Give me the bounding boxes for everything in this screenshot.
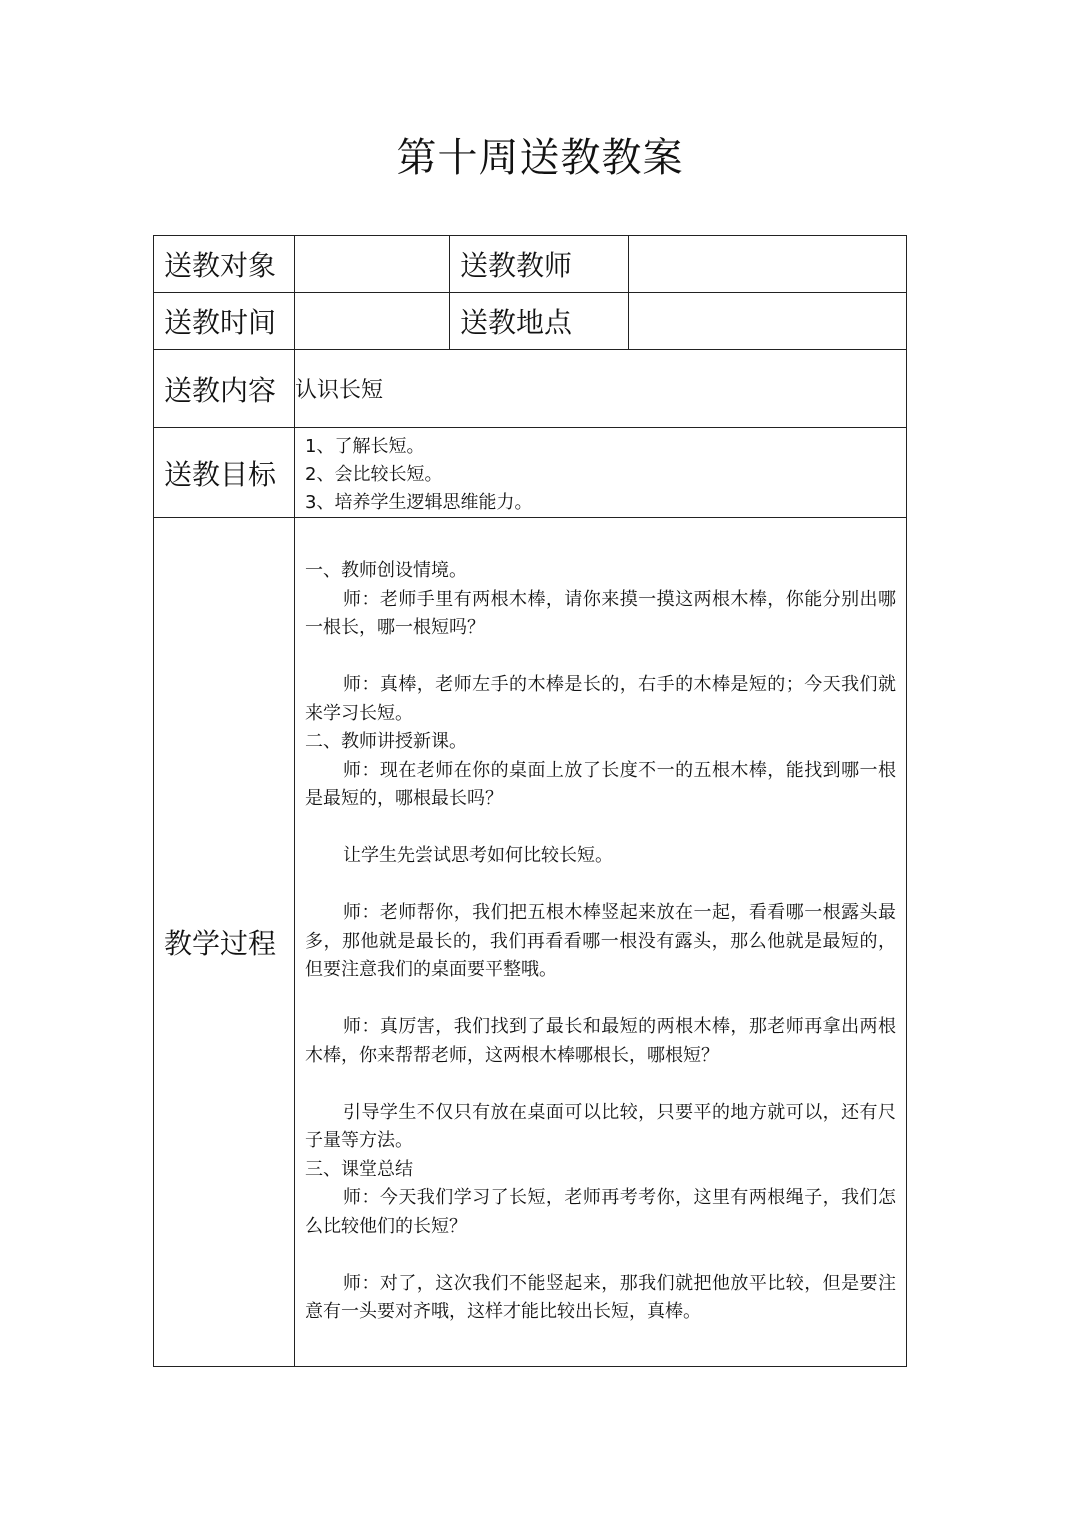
process-paragraph: 师：真厉害，我们找到了最长和最短的两根木棒，那老师再拿出两根木棒，你来帮帮老师，这两根木棒哪根长，哪根短？ — [305, 1016, 896, 1066]
process-paragraph: 师：老师手里有两根木棒，请你来摸一摸这两根木棒，你能分别出哪一根长，哪一根短吗？ — [305, 588, 896, 639]
blank-line — [305, 814, 896, 843]
content-value: 认识长短 — [295, 350, 907, 428]
page-title: 第十周送教教案 — [396, 135, 684, 181]
row-process — [154, 518, 907, 1367]
row-content — [154, 350, 907, 428]
teacher-label: 送教教师 — [450, 236, 629, 293]
goal-item: 3、培养学生逻辑思维能力。 — [305, 491, 533, 513]
process-paragraph: 师：老师帮你，我们把五根木棒竖起来放在一起，看看哪一根露头最多，那他就是最长的，我们再看看哪一根没有露头，那么他就是最短的，但要注意我们的桌面要平整哦。 — [305, 902, 896, 981]
time-value — [295, 293, 450, 350]
blank-line — [305, 985, 896, 1014]
process-content — [295, 518, 907, 1367]
process-heading: 一、教师创设情境。 — [305, 560, 467, 582]
process-label: 教学过程 — [154, 518, 295, 1367]
goal-item: 2、会比较长短。 — [305, 463, 443, 485]
goal-item: 1、了解长短。 — [305, 435, 425, 457]
blank-line — [305, 871, 896, 900]
content-label: 送教内容 — [154, 350, 295, 428]
blank-line — [305, 643, 896, 672]
place-label: 送教地点 — [450, 293, 629, 350]
row-target-teacher — [154, 236, 907, 293]
process-paragraph: 师：对了，这次我们不能竖起来，那我们就把他放平比较，但是要注意有一头要对齐哦，这样才能比较出长短，真棒。 — [305, 1272, 896, 1323]
process-paragraph: 师：真棒，老师左手的木棒是长的，右手的木棒是短的；今天我们就来学习长短。 — [305, 674, 896, 724]
process-paragraph: 引导学生不仅只有放在桌面可以比较，只要平的地方就可以，还有尺子量等方法。 — [305, 1101, 896, 1152]
process-heading: 二、教师讲授新课。 — [305, 731, 467, 753]
teacher-value — [629, 236, 907, 293]
blank-line — [305, 1070, 896, 1099]
row-goals — [154, 428, 907, 518]
process-paragraph: 师：现在老师在你的桌面上放了长度不一的五根木棒，能找到哪一根是最短的，哪根最长吗？ — [305, 759, 896, 810]
time-label: 送教时间 — [154, 293, 295, 350]
row-time-place — [154, 293, 907, 350]
place-value — [629, 293, 907, 350]
process-paragraph: 让学生先尝试思考如何比较长短。 — [343, 845, 613, 867]
process-paragraph: 师：今天我们学习了长短，老师再考考你，这里有两根绳子，我们怎么比较他们的长短？ — [305, 1187, 896, 1237]
goals-label: 送教目标 — [154, 428, 295, 518]
target-label: 送教对象 — [154, 236, 295, 293]
target-value — [295, 236, 450, 293]
process-heading: 三、课堂总结 — [305, 1158, 413, 1180]
blank-line — [305, 1241, 896, 1270]
lesson-plan-table — [153, 235, 907, 1367]
goals-list — [295, 428, 907, 518]
